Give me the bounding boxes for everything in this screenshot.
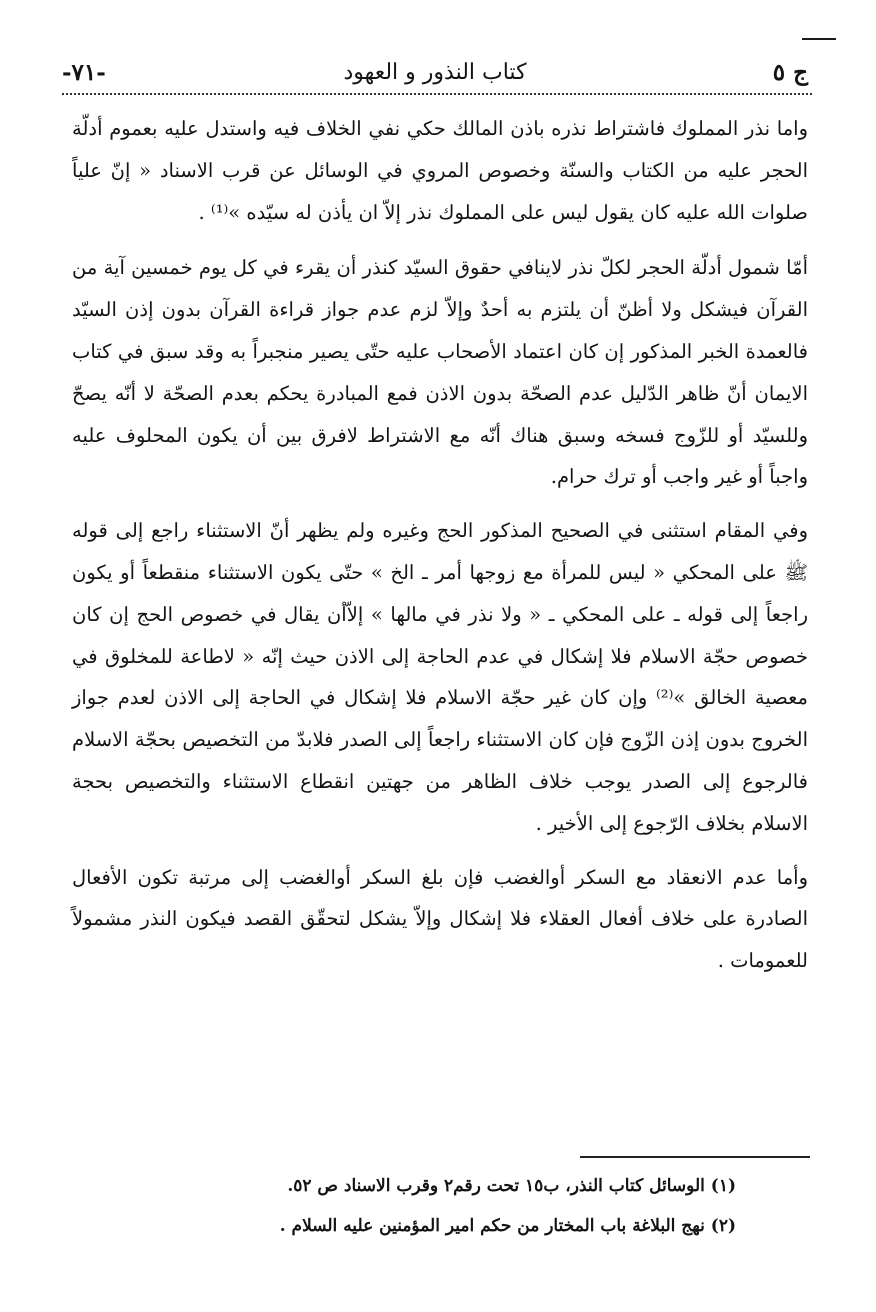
- page-number: -٧١-: [62, 58, 106, 86]
- footnote-2: (٢) نهج البلاغة باب المختار من حكم امير المؤمنين عليه السلام .: [279, 1216, 736, 1236]
- paragraph-3: وفي المقام استثنى في الصحيح المذكور الحج وغيره ولم يظهر أنّ الاستثناء راجع إلى قوله ﷺ على المحكي « ليس للمرأة مع زوجها أمر ـ الخ » حتّى يكون الاستثناء منقطعاً أو يكون راجعاً إلى قوله ـ على المحكي ـ « ولا نذر في مالها » إلاّأن يقال في خصوص الحج إن كان خصوص حجّة الاسلام فلا إشكال في عدم الحاجة إلى الاذن حيث إنّه « لاطاعة للمخلوق في معصية الخالق »⁽²⁾ وإن كان غير حجّة الاسلام فلا إشكال في الحاجة إلى الاذن لعدم جواز الخروج بدون إذن الزّوج فإن كان الاستثناء راجعاً إلى الصدر فلابدّ من التخصيص بحجّة الاسلام فالرجوع إلى الصدر يوجب خلاف الظاهر من جهتين انقطاع الاستثناء والتخصيص بحجة الاسلام بخلاف الرّجوع إلى الأخير .: [72, 519, 808, 835]
- footnote-1: (١) الوسائل كتاب النذر، ب١٥ تحت رقم٢ وقرب الاسناد ص ٥٢.: [287, 1176, 736, 1196]
- paragraph-2: أمّا شمول أدلّة الحجر لكلّ نذر لاينافي حقوق السيّد كنذر أن يقرء في كل يوم خمسين آية من القرآن فيشكل ولا أظنّ أن يلتزم به أحدٌ وإلاّ لزم عدم جواز قراءة القرآن بدون إذن السيّد فالعمدة الخبر المذكور إن كان اعتماد الأصحاب عليه حتّى يصير منجبراً به وقد سبق في كتاب الايمان أنّ ظاهر الدّليل عدم الصحّة بدون الاذن فمع المبادرة يحكم بعدم الصحّة لا أنّه يصحّ وللسيّد أو للزّوج فسخه وسبق هناك أنّه مع الاشتراط لافرق بين أن يكون المحلوف عليه واجباً أو غير واجب أو ترك حرام.: [72, 256, 808, 489]
- footnotes: [72, 1166, 808, 1246]
- paragraph-4: وأما عدم الانعقاد مع السكر أوالغضب فإن بلغ السكر أوالغضب إلى مرتبة تكون الأفعال الصادرة على خلاف أفعال العقلاء فلا إشكال وإلاّ يشكل لتحقّق القصد فيكون النذر مشمولاً للعمومات .: [72, 865, 808, 973]
- volume-label: ج ٥: [772, 58, 808, 86]
- paragraph-1: واما نذر المملوك فاشتراط نذره باذن المالك حكي نفي الخلاف فيه واستدل عليه بعموم أدلّة الحجر عليه من الكتاب والسنّة وخصوص المروي في الوسائل عن قرب الاسناد « إنّ علياً صلوات الله عليه كان يقول ليس على المملوك نذر إلاّ ان يأذن له سيّده »⁽¹⁾ .: [72, 117, 808, 224]
- main-text: [72, 108, 808, 994]
- running-header: [62, 52, 812, 92]
- header-divider: [62, 93, 812, 95]
- top-corner-dash: [802, 38, 836, 40]
- footnote-divider: [580, 1156, 810, 1158]
- book-title: كتاب النذور و العهود: [343, 59, 527, 85]
